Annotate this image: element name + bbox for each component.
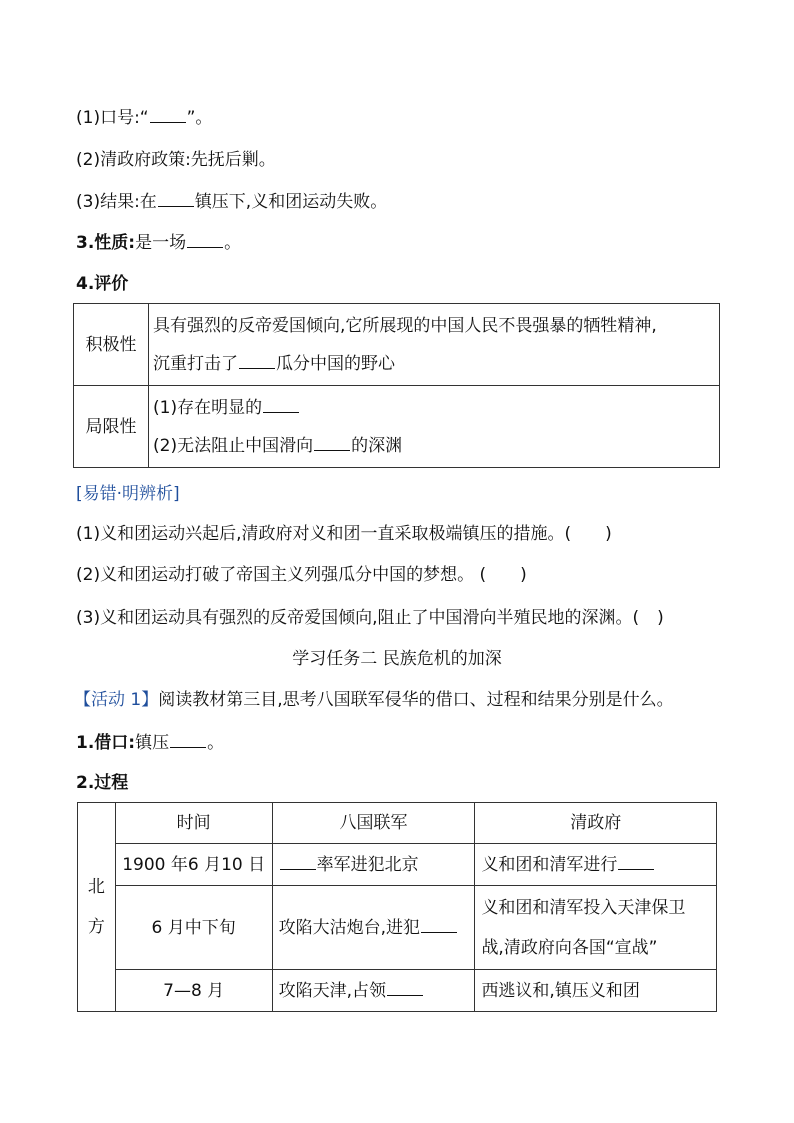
nature-label: 3.性质: [76, 233, 136, 253]
slogan-suffix: ”。 [186, 108, 213, 128]
error-item-2-text: (2)义和团运动打破了帝国主义列强瓜分中国的梦想。 ( [76, 565, 487, 585]
result-prefix: (3)结果:在 [76, 192, 157, 212]
activity-line [74, 688, 674, 712]
evaluation-table [73, 303, 720, 468]
row3-allies [272, 970, 475, 1012]
pretext-blank[interactable] [170, 731, 206, 748]
limit-label: 局限性 [74, 386, 149, 468]
row2-qing-line-1: 义和团和清军投入天津保卫 [481, 897, 686, 918]
row1-allies [272, 844, 475, 886]
limit-line-2-prefix: (2)无法阻止中国滑向 [153, 435, 314, 456]
limit-line-2 [153, 427, 715, 465]
positive-line-2-prefix: 沉重打击了 [153, 353, 238, 374]
row1-qing [475, 844, 717, 886]
limit-line-1-text: (1)存在明显的 [153, 397, 263, 418]
result-blank[interactable] [158, 190, 194, 207]
slogan-blank[interactable] [150, 106, 186, 123]
table-row [78, 886, 717, 970]
row2-qing-line-2: 战,清政府向各国“宣战” [481, 937, 658, 958]
table-row [74, 304, 720, 386]
slogan-line [76, 106, 212, 130]
row3-blank[interactable] [387, 979, 423, 996]
row1-blank-1[interactable] [280, 853, 316, 870]
pretext-prefix: 镇压 [135, 733, 170, 753]
error-item-1-text: (1)义和团运动兴起后,清政府对义和团一直采取极端镇压的措施。( [76, 524, 572, 544]
row1-blank-2[interactable] [618, 853, 654, 870]
nature-blank[interactable] [187, 231, 223, 248]
positive-line-2-suffix: 瓜分中国的野心 [276, 353, 395, 374]
limit-text [149, 386, 720, 468]
row3-time: 7—8 月 [115, 970, 272, 1012]
region-label-2: 方 [87, 917, 105, 937]
activity-tag: 【活动 1】 [74, 690, 159, 710]
slogan-prefix: (1)口号:“ [76, 108, 149, 128]
header-qing: 清政府 [475, 803, 717, 844]
process-table [77, 802, 717, 1012]
header-allies: 八国联军 [272, 803, 475, 844]
errors-heading: [易错·明辨析] [76, 484, 180, 504]
policy-line: (2)清政府政策:先抚后剿。 [76, 150, 276, 170]
eval-heading: 4.评价 [76, 274, 129, 294]
positive-label: 积极性 [74, 304, 149, 386]
limit-blank-1[interactable] [263, 396, 299, 413]
table-row [78, 970, 717, 1012]
activity-text: 阅读教材第三目,思考八国联军侵华的借口、过程和结果分别是什么。 [158, 690, 674, 710]
table-row [78, 844, 717, 886]
error-item-1 [76, 522, 612, 546]
region-label-1: 北 [87, 877, 105, 897]
row2-allies-text: 攻陷大沽炮台,进犯 [278, 917, 421, 938]
limit-blank-2[interactable] [314, 434, 350, 451]
pretext-line [76, 731, 224, 755]
region-label [78, 803, 116, 1012]
error-item-2-close: ) [520, 565, 527, 585]
pretext-suffix: 。 [207, 733, 225, 753]
error-item-2 [76, 563, 527, 587]
row2-time: 6 月中下旬 [115, 886, 272, 970]
row2-qing [475, 886, 717, 970]
nature-line [76, 231, 241, 255]
table-row [78, 803, 717, 844]
nature-prefix: 是一场 [135, 233, 187, 253]
row1-time: 1900 年6 月10 日 [115, 844, 272, 886]
limit-line-1 [153, 389, 715, 427]
row1-qing-text: 义和团和清军进行 [481, 854, 618, 875]
positive-text [149, 304, 720, 386]
header-time: 时间 [115, 803, 272, 844]
row3-allies-text: 攻陷天津,占领 [278, 980, 387, 1001]
row2-allies [272, 886, 475, 970]
positive-line-2 [153, 345, 715, 383]
row2-blank[interactable] [421, 916, 457, 933]
error-item-3-close: ) [657, 608, 664, 628]
error-item-1-close: ) [605, 524, 612, 544]
limit-line-2-suffix: 的深渊 [351, 435, 403, 456]
error-item-3-text: (3)义和团运动具有强烈的反帝爱国倾向,阻止了中国滑向半殖民地的深渊。( [76, 608, 640, 628]
table-row [74, 386, 720, 468]
error-item-3 [76, 606, 664, 630]
positive-blank[interactable] [239, 352, 275, 369]
row3-qing: 西逃议和,镇压义和团 [475, 970, 717, 1012]
result-suffix: 镇压下,义和团运动失败。 [194, 192, 388, 212]
pretext-label: 1.借口: [76, 733, 136, 753]
nature-suffix: 。 [224, 233, 242, 253]
process-heading: 2.过程 [76, 773, 129, 793]
task2-title: 学习任务二 民族危机的加深 [292, 649, 502, 669]
positive-line-1: 具有强烈的反帝爱国倾向,它所展现的中国人民不畏强暴的牺牲精神, [153, 315, 657, 336]
result-line [76, 190, 387, 214]
row1-allies-text: 率军进犯北京 [316, 854, 419, 875]
